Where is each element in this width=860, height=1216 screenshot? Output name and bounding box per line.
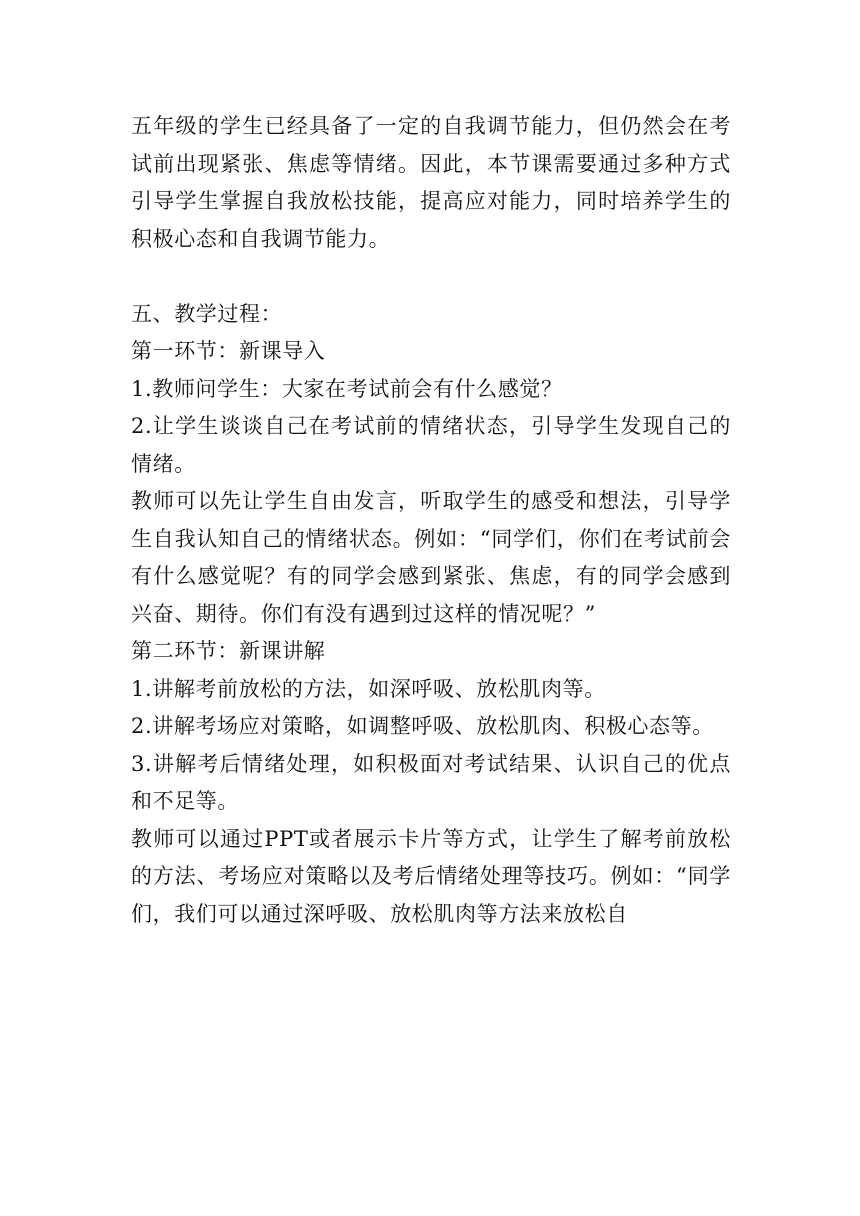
list-item: 1.教师问学生：大家在考试前会有什么感觉？: [131, 376, 563, 401]
section-heading-teaching-process: 五、教学过程：: [131, 301, 283, 326]
paragraph-spacer: [131, 258, 731, 296]
subheading-stage-two: 第二环节：新课讲解: [131, 639, 326, 663]
list-item: 1.讲解考前放松的方法，如深呼吸、放松肌肉等。: [131, 676, 606, 701]
document-body: [131, 108, 731, 933]
paragraph-teacher-guidance-two: 教师可以通过PPT或者展示卡片等方式，让学生了解考前放松的方法、考场应对策略以及考后情绪处理等技巧。例如：“同学们，我们可以通过深呼吸、放松肌肉等方法来放松自: [131, 826, 731, 926]
list-item: 3.讲解考后情绪处理，如积极面对考试结果、认识自己的优点和不足等。: [131, 751, 731, 813]
paragraph-student-analysis: 五年级的学生已经具备了一定的自我调节能力，但仍然会在考试前出现紧张、焦虑等情绪。因此，本节课需要通过多种方式引导学生掌握自我放松技能，提高应对能力，同时培养学生的积极心态和自我调节能力。: [131, 114, 731, 251]
list-item: 2.讲解考场应对策略，如调整呼吸、放松肌肉、积极心态等。: [131, 714, 714, 738]
list-item: 2.让学生谈谈自己在考试前的情绪状态，引导学生发现自己的情绪。: [131, 414, 731, 476]
subheading-stage-one: 第一环节：新课导入: [131, 339, 326, 363]
paragraph-teacher-guidance-one: 教师可以先让学生自由发言，听取学生的感受和想法，引导学生自我认知自己的情绪状态。例如：“同学们，你们在考试前会有什么感觉呢？有的同学会感到紧张、焦虑，有的同学会感到兴奋、期待。你们有没有遇到过这样的情况呢？”: [131, 489, 731, 626]
